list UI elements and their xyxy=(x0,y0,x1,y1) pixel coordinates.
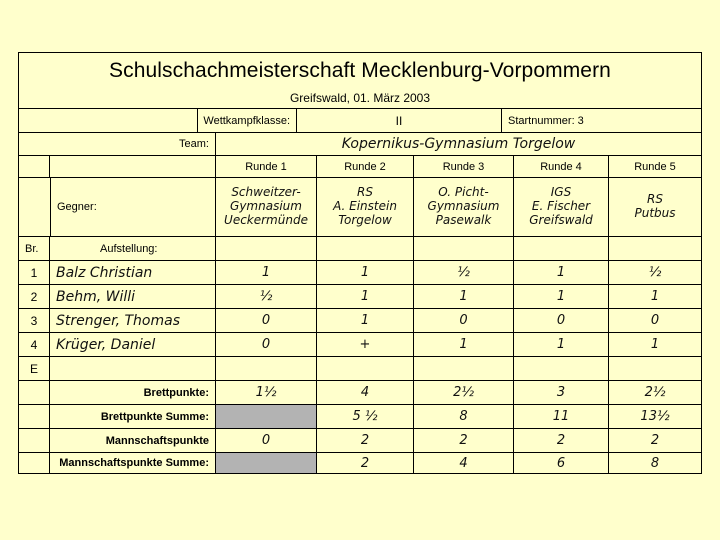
round-2-header: Runde 2 xyxy=(317,156,414,177)
mannschaftspunkte-cell: 0 xyxy=(216,429,317,452)
mannschaftspunkte-summe-cell: 2 xyxy=(317,453,414,473)
mannschaftspunkte-summe-label: Mannschaftspunkte Summe: xyxy=(50,453,216,473)
aufstellung-row xyxy=(19,237,701,261)
team-name: Kopernikus-Gymnasium Torgelow xyxy=(341,136,576,152)
brettpunkte-summe-label: Brettpunkte Summe: xyxy=(50,405,216,428)
player-row xyxy=(19,285,701,309)
player-name: Balz Christian xyxy=(50,261,216,284)
opponent-line: Torgelow xyxy=(338,212,392,227)
brettpunkte-cell: 2½ xyxy=(644,385,666,400)
rounds-header-row xyxy=(19,156,701,178)
result-cell: 1 xyxy=(317,309,414,332)
brettpunkte-row xyxy=(19,381,701,405)
result-cell: ½ xyxy=(216,285,317,308)
title-row xyxy=(19,53,701,88)
mannschaftspunkte-summe-cell: 6 xyxy=(514,453,609,473)
result-cell: ½ xyxy=(414,261,514,284)
player-row xyxy=(19,333,701,357)
result-cell: ½ xyxy=(648,265,662,280)
mannschaftspunkte-cell: 2 xyxy=(414,429,514,452)
result-cell: 0 xyxy=(414,309,514,332)
player-row xyxy=(19,309,701,333)
opponent-line: IGS xyxy=(550,185,572,200)
mannschaftspunkte-label: Mannschaftspunkte xyxy=(50,429,216,452)
opponent-line: Greifswald xyxy=(529,212,593,227)
subtitle-row xyxy=(19,88,701,109)
brettpunkte-label: Brettpunkte: xyxy=(50,381,216,404)
result-cell: 0 xyxy=(514,309,609,332)
opponent-line: RS xyxy=(647,192,663,207)
wettkampfklasse-label: Wettkampfklasse: xyxy=(197,109,297,132)
round-4-header: Runde 4 xyxy=(514,156,609,177)
opponent-round-1 xyxy=(216,178,317,236)
ersatz-row xyxy=(19,357,701,381)
brettpunkte-summe-cell: 13½ xyxy=(640,409,670,424)
opponent-line: A. Einstein xyxy=(333,199,397,214)
mannschaftspunkte-summe-blank xyxy=(216,453,317,473)
mannschaftspunkte-row xyxy=(19,429,701,453)
opponent-round-4 xyxy=(514,178,609,236)
brettpunkte-summe-blank xyxy=(216,405,317,428)
result-cell: 0 xyxy=(216,333,317,356)
brettpunkte-summe-row xyxy=(19,405,701,429)
opponent-line: Schweitzer- xyxy=(231,185,301,200)
br-label: Br. xyxy=(19,237,50,260)
aufstellung-label: Aufstellung: xyxy=(50,237,216,260)
opponent-line: Ueckermünde xyxy=(224,212,308,227)
result-cell: 1 xyxy=(414,285,514,308)
round-5-header: Runde 5 xyxy=(634,160,676,173)
team-row xyxy=(19,133,701,156)
round-1-header: Runde 1 xyxy=(216,156,317,177)
opponent-round-2 xyxy=(317,178,414,236)
opponent-line: Pasewalk xyxy=(435,212,492,227)
result-cell: 1 xyxy=(414,333,514,356)
opponent-round-3 xyxy=(414,178,514,236)
opponent-line: O. Picht- xyxy=(438,185,489,200)
brettpunkte-cell: 4 xyxy=(317,381,414,404)
result-cell: 1 xyxy=(514,261,609,284)
score-sheet xyxy=(18,52,702,474)
result-cell: 1 xyxy=(216,261,317,284)
brettpunkte-summe-cell: 5 ½ xyxy=(317,405,414,428)
result-cell: 0 xyxy=(650,313,660,328)
board-number: 3 xyxy=(19,309,50,332)
opponent-line: Gymnasium xyxy=(427,199,500,214)
opponent-line: Putbus xyxy=(634,206,676,220)
startnummer-label: Startnummer: 3 xyxy=(508,114,584,127)
mannschaftspunkte-summe-row xyxy=(19,453,701,473)
mannschaftspunkte-cell: 2 xyxy=(317,429,414,452)
team-label: Team: xyxy=(19,133,216,155)
opponent-round-5 xyxy=(609,178,701,236)
mannschaftspunkte-summe-cell: 4 xyxy=(414,453,514,473)
wettkampfklasse-row xyxy=(19,109,701,133)
player-name: Behm, Willi xyxy=(50,285,216,308)
board-number: 1 xyxy=(19,261,50,284)
brettpunkte-cell: 2½ xyxy=(414,381,514,404)
brettpunkte-cell: 3 xyxy=(514,381,609,404)
mannschaftspunkte-summe-cell: 8 xyxy=(650,455,660,471)
result-cell: 1 xyxy=(317,261,414,284)
result-cell: 1 xyxy=(514,285,609,308)
result-cell: 0 xyxy=(216,309,317,332)
result-cell: 1 xyxy=(650,337,660,352)
result-cell: + xyxy=(317,333,414,356)
sheet-subtitle: Greifswald, 01. März 2003 xyxy=(289,91,431,105)
brettpunkte-summe-cell: 11 xyxy=(514,405,609,428)
result-cell: 1 xyxy=(650,289,660,304)
ersatz-label: E xyxy=(19,357,50,380)
opponent-line: E. Fischer xyxy=(531,199,591,214)
wettkampfklasse-value: II xyxy=(297,109,502,132)
sheet-title: Schulschachmeisterschaft Mecklenburg-Vorpommern xyxy=(109,58,611,82)
opponent-line: RS xyxy=(357,185,373,200)
player-name: Krüger, Daniel xyxy=(50,333,216,356)
brettpunkte-cell: 1½ xyxy=(216,381,317,404)
mannschaftspunkte-cell: 2 xyxy=(514,429,609,452)
result-cell: 1 xyxy=(514,333,609,356)
result-cell: 1 xyxy=(317,285,414,308)
brettpunkte-summe-cell: 8 xyxy=(414,405,514,428)
round-3-header: Runde 3 xyxy=(414,156,514,177)
player-name: Strenger, Thomas xyxy=(50,309,216,332)
gegner-label: Gegner: xyxy=(50,178,216,236)
board-number: 4 xyxy=(19,333,50,356)
player-row xyxy=(19,261,701,285)
opponents-row xyxy=(19,178,701,237)
opponent-line: Gymnasium xyxy=(230,199,302,214)
board-number: 2 xyxy=(19,285,50,308)
mannschaftspunkte-cell: 2 xyxy=(650,433,660,448)
